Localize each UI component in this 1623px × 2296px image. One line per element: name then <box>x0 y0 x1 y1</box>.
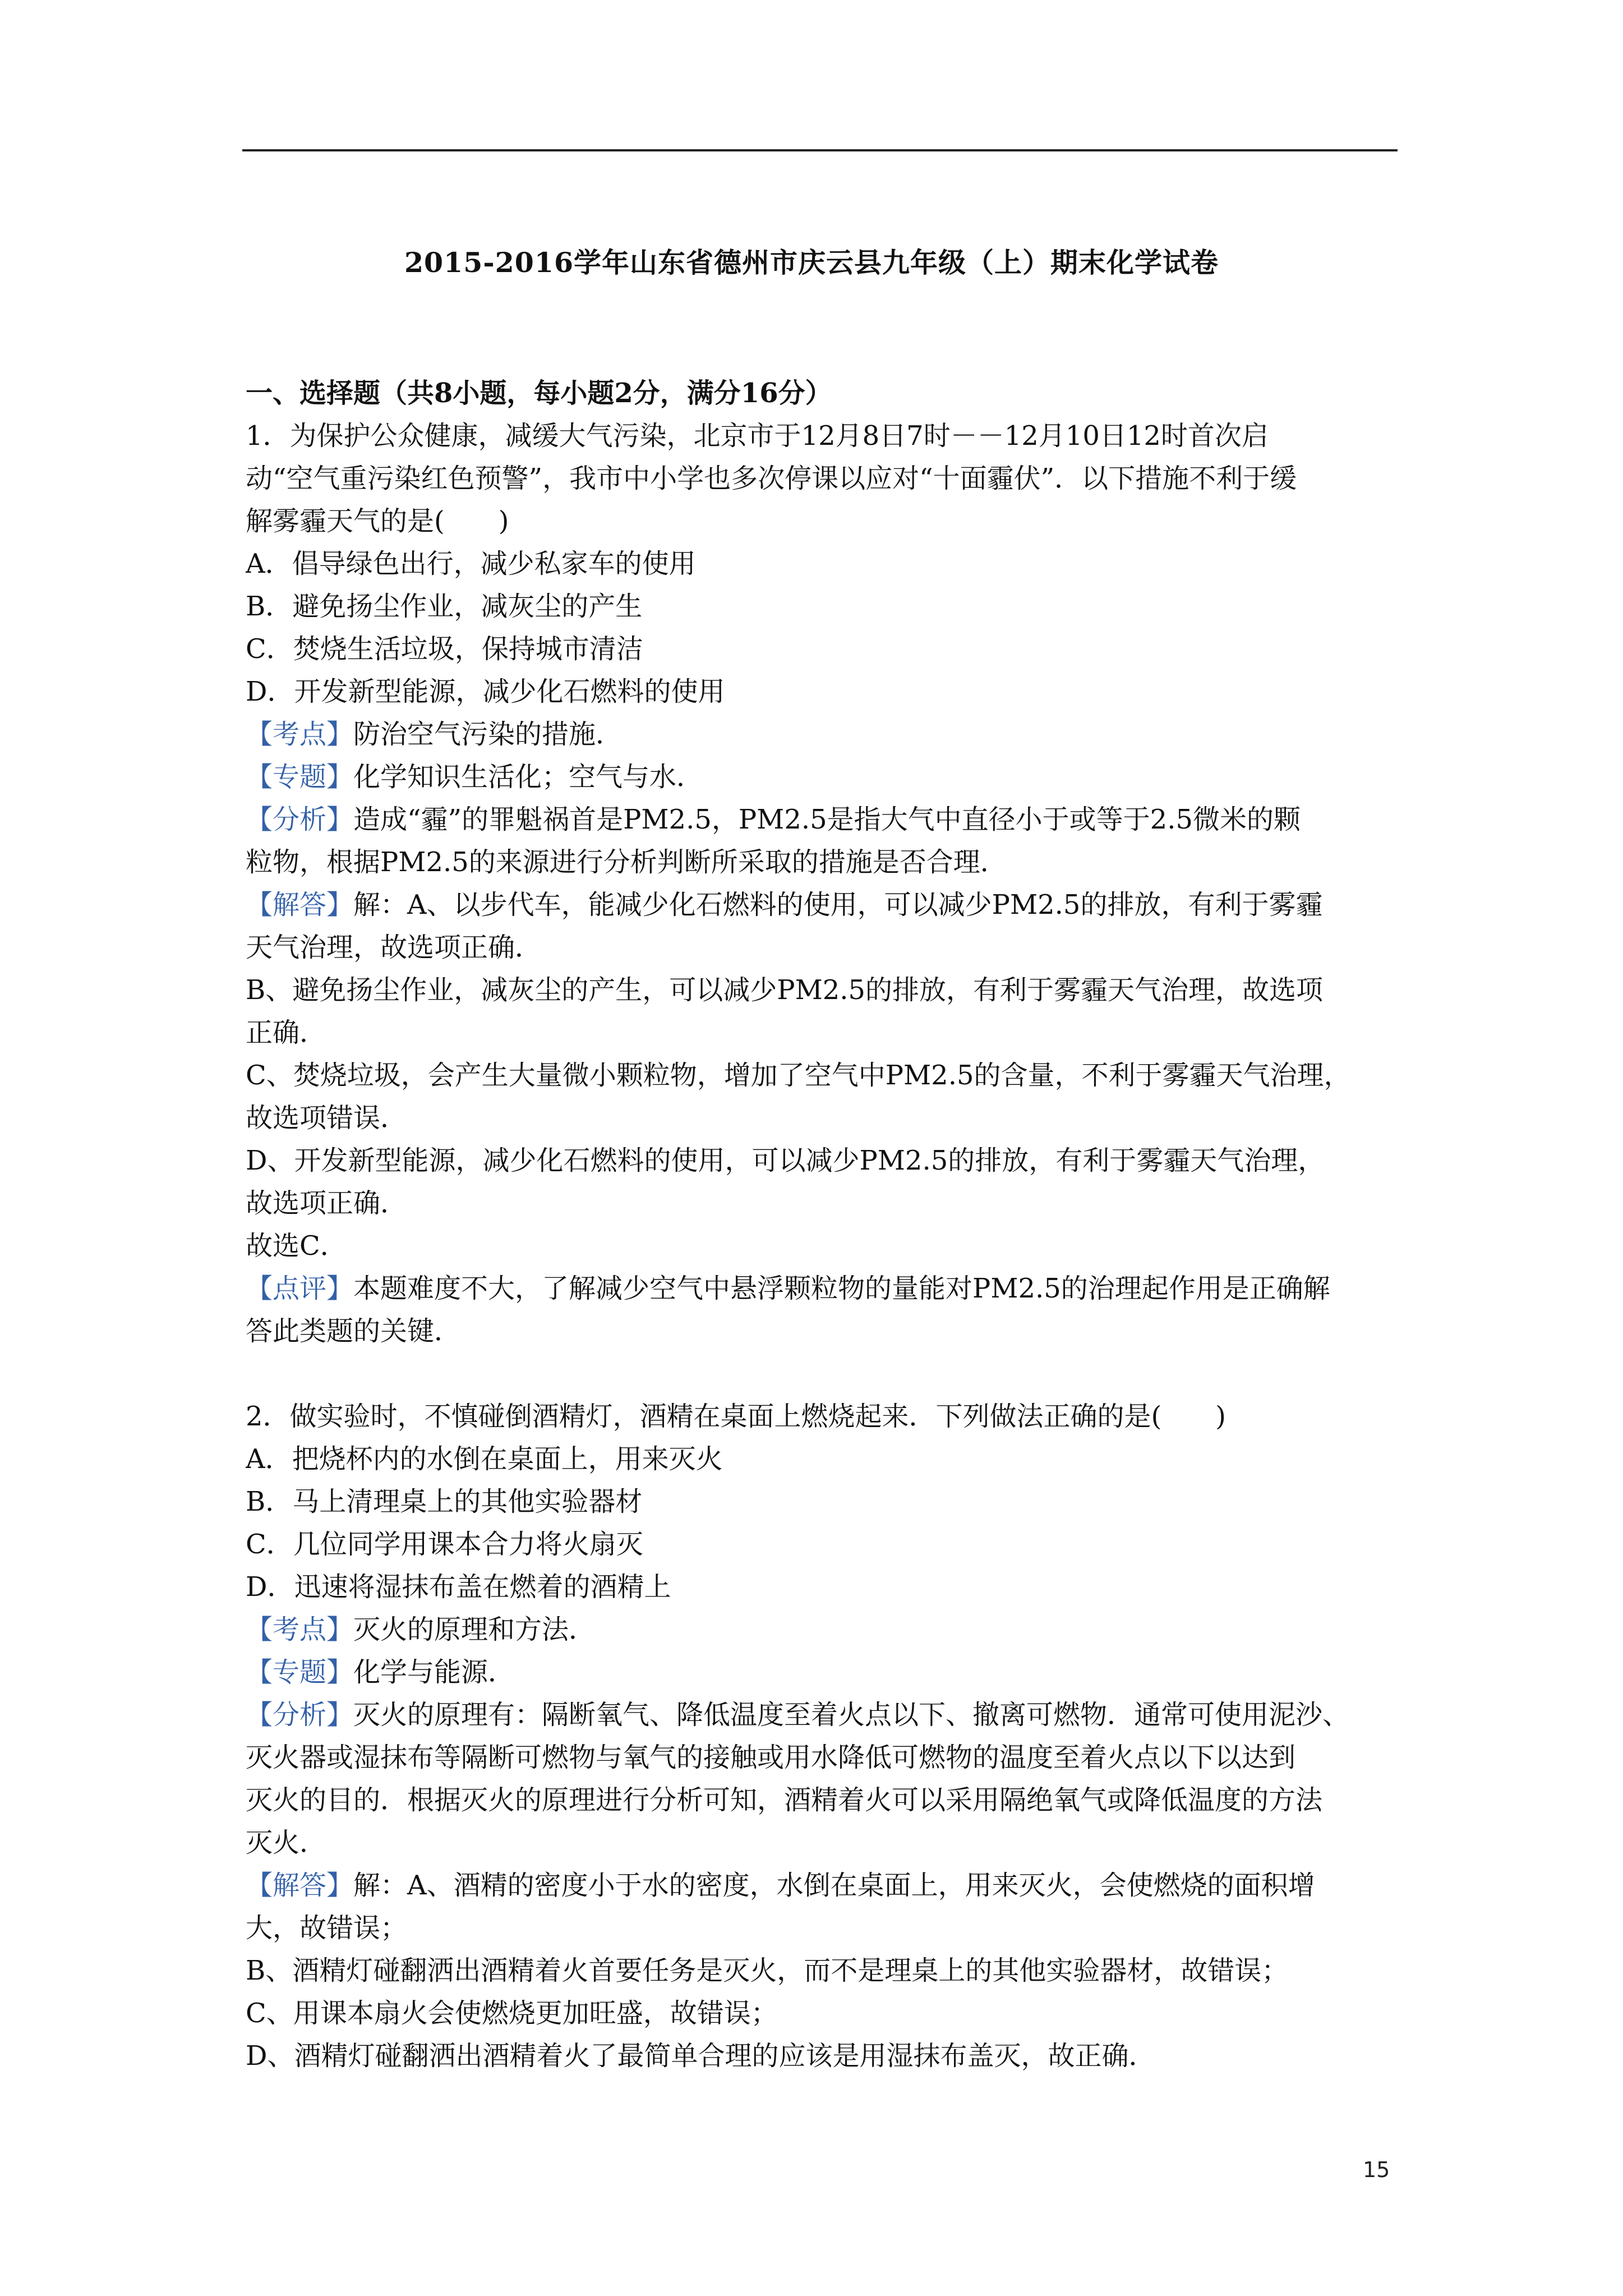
kaodian-text: 防治空气污染的措施． <box>353 719 623 750</box>
q1-jieda-cont: D、开发新型能源，减少化石燃料的使用，可以减少PM2.5的排放，有利于雾霾天气治理， <box>246 1145 1325 1176</box>
zhuanti-tag: 【专题】 <box>246 1657 354 1688</box>
q1-stem-line: 1．为保护公众健康，减缓大气污染，北京市于12月8日7时－－12月10日12时首次启 <box>246 420 1269 452</box>
q2-fenxi-cont: 灭火的目的．根据灭火的原理进行分析可知，酒精着火可以采用隔绝氧气或降低温度的方法 <box>246 1784 1323 1816</box>
jieda-text: 解：A、以步代车，能减少化石燃料的使用，可以减少PM2.5的排放，有利于雾霾 <box>353 889 1323 921</box>
q1-jieda-cont: 故选C． <box>246 1230 347 1262</box>
fenxi-tag: 【分析】 <box>246 804 354 835</box>
q2-fenxi <box>246 1694 1395 1736</box>
q2-option-c: C．几位同学用课本合力将火扇灭 <box>246 1529 643 1560</box>
q1-dianping <box>246 1267 1395 1310</box>
zhuanti-text: 化学与能源． <box>353 1657 515 1688</box>
q1-dianping-cont: 答此类题的关键． <box>246 1315 462 1347</box>
kaodian-text: 灭火的原理和方法． <box>353 1614 596 1645</box>
section-heading: 一、选择题（共8小题，每小题2分，满分16分） <box>246 378 832 409</box>
q1-option-b: B．避免扬尘作业，减灰尘的产生 <box>246 591 643 622</box>
question-1 <box>246 415 1395 1352</box>
q1-option-c: C．焚烧生活垃圾，保持城市清洁 <box>246 633 643 665</box>
q1-zhuanti <box>246 756 1395 798</box>
q1-jieda <box>246 884 1395 926</box>
q1-jieda-cont: 正确． <box>246 1017 327 1048</box>
q1-jieda-cont: B、避免扬尘作业，减灰尘的产生，可以减少PM2.5的排放，有利于雾霾天气治理，故选项 <box>246 974 1324 1006</box>
fenxi-text: 造成“霾”的罪魁祸首是PM2.5，PM2.5是指大气中直径小于或等于2.5微米的颗 <box>353 804 1301 835</box>
q1-jieda-cont: 故选项正确． <box>246 1188 408 1219</box>
page-title: 2015-2016学年山东省德州市庆云县九年级（上）期末化学试卷 <box>404 246 1219 279</box>
q1-jieda-cont: 故选项错误． <box>246 1102 408 1134</box>
q1-jieda-cont: C、焚烧垃圾，会产生大量微小颗粒物，增加了空气中PM2.5的含量，不利于雾霾天气治理， <box>246 1060 1351 1091</box>
q1-kaodian <box>246 713 1395 756</box>
q2-option-a: A．把烧杯内的水倒在桌面上，用来灭火 <box>246 1443 723 1475</box>
question-gap <box>246 1352 1395 1395</box>
dianping-text: 本题难度不大，了解减少空气中悬浮颗粒物的量能对PM2.5的治理起作用是正确解 <box>353 1273 1330 1304</box>
q2-jieda-cont: C、用课本扇火会使燃烧更加旺盛，故错误； <box>246 1998 778 2029</box>
header-rule <box>242 149 1398 151</box>
zhuanti-text: 化学知识生活化；空气与水． <box>353 761 704 793</box>
page-number: 15 <box>1363 2157 1390 2182</box>
q2-fenxi-cont: 灭火器或湿抹布等隔断可燃物与氧气的接触或用水降低可燃物的温度至着火点以下以达到 <box>246 1742 1296 1773</box>
q1-stem-line: 解雾霾天气的是( ) <box>246 505 509 537</box>
q1-fenxi-cont: 粒物，根据PM2.5的来源进行分析判断所采取的措施是否合理． <box>246 846 1007 878</box>
fenxi-text: 灭火的原理有：隔断氧气、降低温度至着火点以下、撤离可燃物．通常可使用泥沙、 <box>353 1699 1350 1731</box>
kaodian-tag: 【考点】 <box>246 719 354 750</box>
zhuanti-tag: 【专题】 <box>246 761 354 793</box>
q2-jieda <box>246 1864 1395 1907</box>
q2-zhuanti <box>246 1651 1395 1694</box>
q2-fenxi-cont: 灭火． <box>246 1827 327 1858</box>
q1-jieda-cont: 天气治理，故选项正确． <box>246 932 542 963</box>
q1-option-d: D．开发新型能源，减少化石燃料的使用 <box>246 676 725 707</box>
q1-fenxi <box>246 798 1395 841</box>
q2-jieda-cont: B、酒精灯碰翻洒出酒精着火首要任务是灭火，而不是理桌上的其他实验器材，故错误； <box>246 1955 1289 1986</box>
q2-option-d: D．迅速将湿抹布盖在燃着的酒精上 <box>246 1571 671 1603</box>
jieda-text: 解：A、酒精的密度小于水的密度，水倒在桌面上，用来灭火，会使燃烧的面积增 <box>353 1870 1315 1901</box>
q1-stem-line: 动“空气重污染红色预警”，我市中小学也多次停课以应对“十面霾伏”．以下措施不利于缓 <box>246 463 1297 494</box>
q2-jieda-cont: D、酒精灯碰翻洒出酒精着火了最简单合理的应该是用湿抹布盖灭，故正确． <box>246 2040 1156 2072</box>
q2-option-b: B．马上清理桌上的其他实验器材 <box>246 1486 643 1517</box>
question-2 <box>246 1395 1395 2077</box>
kaodian-tag: 【考点】 <box>246 1614 354 1645</box>
document-body <box>246 372 1395 2077</box>
q2-stem-line: 2．做实验时，不慎碰倒酒精灯，酒精在桌面上燃烧起来．下列做法正确的是( ) <box>246 1401 1226 1432</box>
q2-kaodian <box>246 1608 1395 1651</box>
fenxi-tag: 【分析】 <box>246 1699 354 1731</box>
q1-option-a: A．倡导绿色出行，减少私家车的使用 <box>246 548 696 579</box>
q2-jieda-cont: 大，故错误； <box>246 1912 408 1944</box>
jieda-tag: 【解答】 <box>246 1870 354 1901</box>
jieda-tag: 【解答】 <box>246 889 354 921</box>
dianping-tag: 【点评】 <box>246 1273 354 1304</box>
